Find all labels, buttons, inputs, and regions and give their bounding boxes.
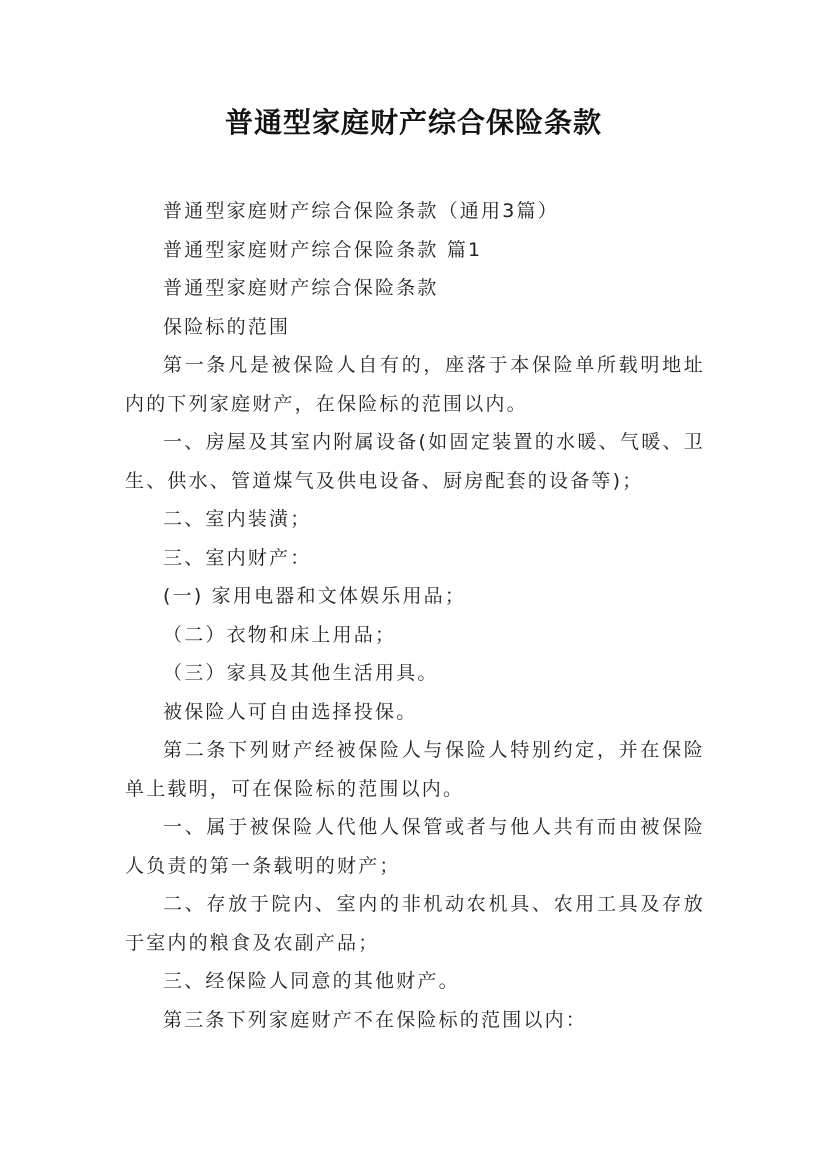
paragraph-subitem-1: (一) 家用电器和文体娱乐用品； [163, 585, 467, 607]
paragraph-subitem-2: （二）衣物和床上用品； [163, 623, 397, 646]
paragraph-article-1-item-1: 一、房屋及其室内附属设备(如固定装置的水暖、气暖、卫生、供水、管道煤气及供电设备、厨房配套的设备等)； [125, 431, 705, 492]
paragraph-free-choice: 被保险人可自由选择投保。 [163, 700, 418, 723]
document-title: 普通型家庭财产综合保险条款 [224, 106, 602, 139]
paragraph-part-heading: 普通型家庭财产综合保险条款 篇1 [163, 238, 483, 261]
paragraph-article-2-item-2: 二、存放于院内、室内的非机动农机具、农用工具及存放于室内的粮食及农副产品； [125, 893, 705, 954]
paragraph-section-heading: 保险标的范围 [163, 315, 291, 338]
paragraph-subitem-3: （三）家具及其他生活用具。 [163, 662, 439, 684]
document-body [125, 192, 705, 1039]
paragraph-subtitle: 普通型家庭财产综合保险条款（通用3篇） [163, 200, 559, 222]
paragraph-article-1-item-2: 二、室内装潢； [163, 508, 312, 530]
paragraph-article-1: 第一条凡是被保险人自有的，座落于本保险单所载明地址内的下列家庭财产，在保险标的范围以内。 [125, 354, 705, 415]
paragraph-article-1-item-3: 三、室内财产： [163, 546, 312, 569]
paragraph-clause-title: 普通型家庭财产综合保险条款 [163, 277, 439, 299]
paragraph-article-3: 第三条下列家庭财产不在保险标的范围以内： [163, 1008, 588, 1031]
paragraph-article-2-item-3: 三、经保险人同意的其他财产。 [163, 970, 460, 992]
paragraph-article-2-item-1: 一、属于被保险人代他人保管或者与他人共有而由被保险人负责的第一条载明的财产； [125, 816, 705, 877]
paragraph-article-2: 第二条下列财产经被保险人与保险人特别约定，并在保险单上载明，可在保险标的范围以内。 [125, 739, 705, 800]
